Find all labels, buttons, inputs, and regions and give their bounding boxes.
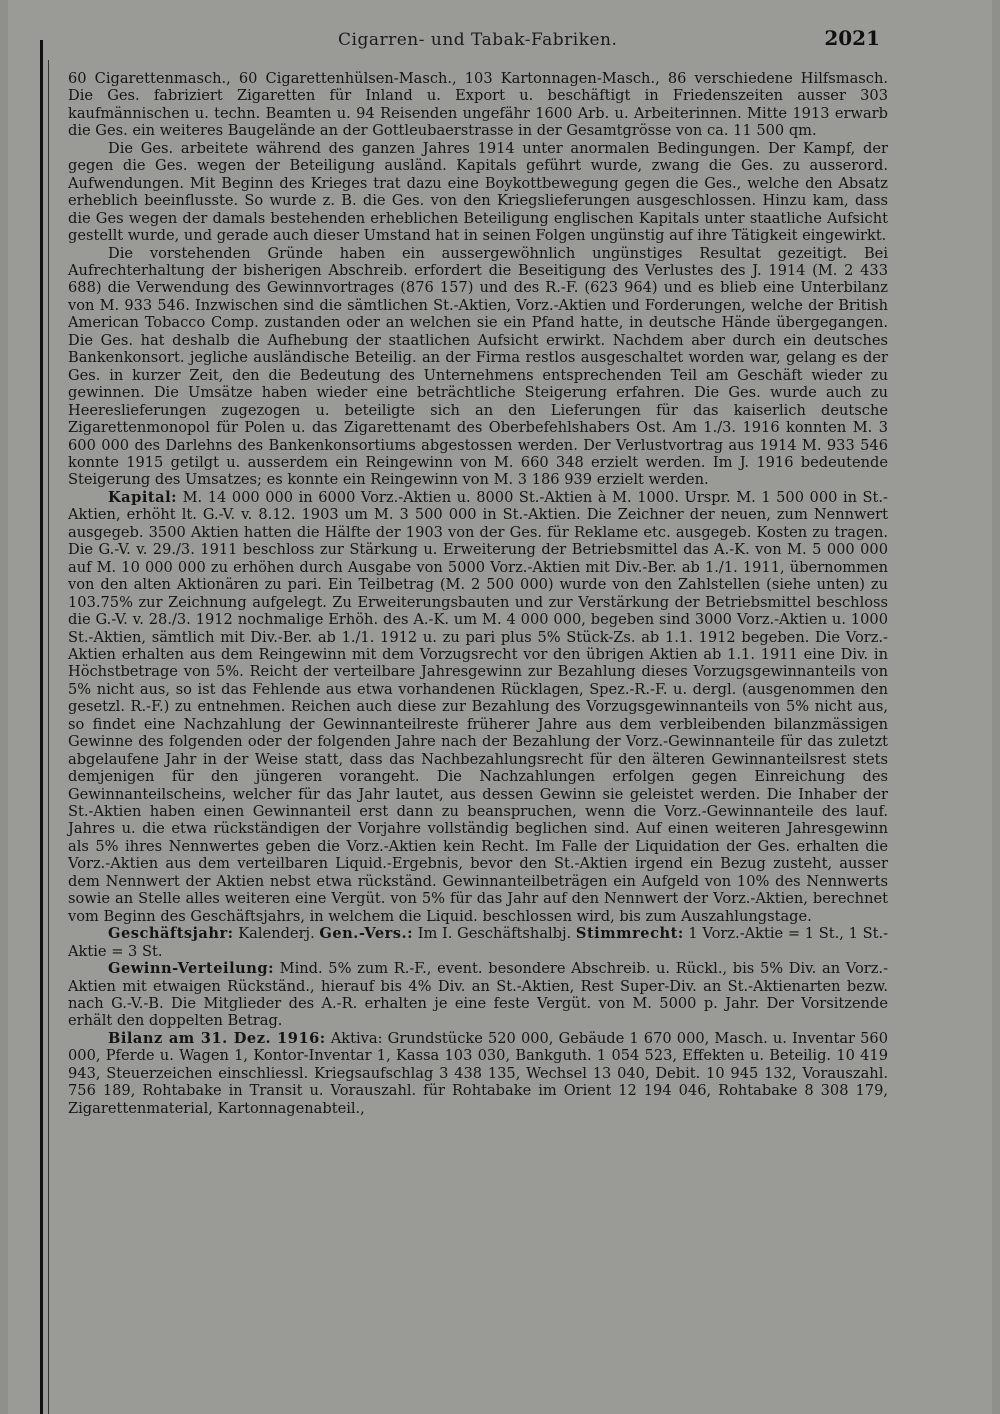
kapital-text: M. 14 000 000 in 6000 Vorz.-Aktien u. 8000 St.-Aktien à M. 1000. Urspr. M. 1 500 000 in St.-Aktien, erhöht lt. G.-V. v. 8.12. 1903 um M. 3 500 000 in St.-Aktien. Die Zeichner der neuen, zum Nennwert ausgegeb. 3500 Aktien hatten die Hälfte der 1903 von der Ges. für Reklame etc. ausgegeb. Kosten zu tragen. Die G.-V. v. 29./3. 1911 beschloss zur Stärkung u. Erweiterung der Betriebsmittel das A.-K. von M. 5 000 000 auf M. 10 000 000 zu erhöhen durch Ausgabe von 5000 Vorz.-Aktien mit Div.-Ber. ab 1./1. 1911, übernommen von den alten Aktionären zu pari. Ein Teilbetrag (M. 2 500 000) wurde von den Zahlstellen (siehe unten) zu 103.75% zur Zeichnung aufgelegt. Zu Erweiterungsbauten und zur Verstärkung der Betriebsmittel beschloss die G.-V. v. 28./3. 1912 nochmalige Erhöh. des A.-K. um M. 4 000 000, begeben sind 3000 Vorz.-Aktien u. 1000 St.-Aktien, sämtlich mit Div.-Ber. ab 1./1. 1912 u. zu pari plus 5% Stück-Zs. ab 1.1. 1912 begeben. Die Vorz.-Aktien erhalten aus dem Reingewinn mit dem Vorzugsrecht vor den übrigen Aktien ab 1.1. 1911 eine Div. in Höchstbetrage von 5%. Reicht der verteilbare Jahresgewinn zur Bezahlung dieses Vorzugsgewinnanteils von 5% nicht aus, so ist das Fehlende aus etwa vorhandenen Rücklagen, Spez.-R.-F. u. dergl. (ausgenommen den gesetzl. R.-F.) zu entnehmen. Reichen auch diese zur Bezahlung des Vorzugsgewinnanteils von 5% nicht aus, so findet eine Nachzahlung der Gewinnanteilreste früherer Jahre aus dem verbleibenden bilanzmässigen Gewinne des folgenden oder der folgenden Jahre nach der Bezahlung der Vorz.-Gewinnanteile für das zuletzt abgelaufene Jahr in der Weise statt, dass das Nachbezahlungsrecht für den älteren Gewinnanteilsrest stets demjenigen für den jüngeren vorangeht. Die Nachzahlungen erfolgen gegen Einreichung des Gewinnanteilscheins, welcher für das Jahr lautet, aus dessen Gewinn sie geleistet werden. Die Inhaber der St.-Aktien haben einen Gewinnanteil erst dann zu beanspruchen, wenn die Vorz.-Gewinnanteile des lauf. Jahres u. die etwa rückständigen der Vorjahre vollständig beglichen sind. Auf einen weiteren Jahresgewinn als 5% ihres Nennwertes geben die Vorz.-Aktien kein Recht. Im Falle der Liquidation der Ges. erhalten die Vorz.-Aktien aus dem verteilbaren Liquid.-Ergebnis, bevor den St.-Aktien irgend ein Bezug zusteht, ausser dem Nennwert der Aktien nebst etwa rückständ. Gewinnanteilbeträgen ein Aufgeld von 10% des Nennwerts sowie an Stelle alles weiteren eine Vergüt. von 5% für das Jahr auf den Nennwert der Vorz.-Aktien, berechnet vom Beginn des Geschäftsjahrs, in welchem die Liquid. beschlossen wird, bis zum Auszahlungstage. [68, 488, 888, 925]
document-page [8, 0, 992, 1414]
running-title: Cigarren- und Tabak-Fabriken. [338, 30, 618, 50]
kapital-label: Kapital: [108, 488, 178, 506]
paragraph-geschaeftsjahr [68, 925, 888, 960]
paragraph-1914: Die Ges. arbeitete während des ganzen Jahres 1914 unter anormalen Bedingungen. Der Kampf, der gegen die Ges. wegen der Beteiligung ausländ. Kapitals geführt wurde, zwang die Ges. zu ausserord. Aufwendungen. Mit Beginn des Krieges trat dazu eine Boykottbewegung gegen die Ges., welche den Absatz erheblich beeinflusste. So wurde z. B. die Ges. von den Kriegslieferungen ausgeschlossen. Hinzu kam, dass die Ges wegen der damals bestehenden erheblichen Beteiligung englischen Kapitals unter staatliche Aufsicht gestellt wurde, und gerade auch dieser Umstand hat in seinen Folgen ungünstig auf ihre Tätigkeit eingewirkt. [68, 139, 888, 245]
gen-vers-label: Gen.-Vers.: [319, 925, 413, 943]
geschaeftsjahr-text: Kalenderj. [238, 925, 315, 943]
paragraph-kapital [68, 489, 888, 925]
gewinn-label: Gewinn-Verteilung: [108, 960, 274, 978]
stimmrecht-label: Stimmrecht: [575, 925, 684, 943]
bilanz-label: Bilanz am 31. Dez. 1916: [108, 1029, 326, 1047]
paragraph-bilanz [68, 1030, 888, 1117]
paragraph-machines: 60 Cigarettenmasch., 60 Cigarettenhülsen-Masch., 103 Kartonnagen-Masch., 86 verschiedene Hilfsmasch. Die Ges. fabriziert Zigaretten für Inland u. Export u. beschäftigt in Friedenszeiten ausser 303 kaufmännischen u. techn. Beamten u. 94 Reisenden ungefähr 1600 Arb. u. Arbeiterinnen. Mitte 1913 erwarb die Ges. ein weiteres Baugelände an der Gottleubaerstrasse in der Gesamtgrösse von ca. 11 500 qm. [68, 70, 888, 140]
stimmrecht-text: 1 Vorz.-Aktie = 1 St., 1 St.-Aktie = 3 St. [68, 925, 889, 960]
page-header [68, 24, 888, 54]
paragraph-gewinn [68, 960, 888, 1030]
body-text [68, 70, 888, 1117]
margin-rule [40, 40, 43, 1414]
bilanz-text: Aktiva: Grundstücke 520 000, Gebäude 1 670 000, Masch. u. Inventar 560 000, Pferde u. Wagen 1, Kontor-Inventar 1, Kassa 103 030, Bankguth. 1 054 523, Effekten u. Beteilig. 10 419 943, Steuerzeichen einschliessl. Kriegsaufschlag 3 438 135, Wechsel 13 040, Debit. 10 945 132, Vorauszahl. 756 189, Rohtabake in Transit u. Vorauszahl. für Rohtabake im Orient 12 194 046, Rohtabake 8 308 179, Zigarettenmaterial, Kartonnagenabteil., [68, 1029, 888, 1117]
paragraph-results: Die vorstehenden Gründe haben ein aussergewöhnlich ungünstiges Resultat gezeitigt. Bei Aufrechterhaltung der bisherigen Abschreib. erfordert die Beseitigung des Verlustes des J. 1914 (M. 2 433 688) die Verwendung des Gewinnvortrages (876 157) und des R.-F. (623 964) und es blieb eine Unterbilanz von M. 933 546. Inzwischen sind die sämtlichen St.-Aktien, Vorz.-Aktien und Forderungen, welche der British American Tobacco Comp. zustanden oder an welchen sie ein Pfand hatte, in deutsche Hände übergegangen. Die Ges. hat deshalb die Aufhebung der staatlichen Aufsicht erwirkt. Nachdem aber durch ein deutsches Bankenkonsort. jegliche ausländische Beteilig. an der Firma restlos ausgeschaltet worden war, gelang es der Ges. in kurzer Zeit, den die Bedeutung des Unternehmens entsprechenden Teil am Geschäft wieder zu gewinnen. Die Umsätze haben wieder eine beträchtliche Steigerung erfahren. Die Ges. wurde auch zu Heereslieferungen zugezogen u. beteiligte sich an den Lieferungen für das kaiserlich deutsche Zigarettenmonopol für Polen u. das Zigarettenamt des Oberbefehlshabers Ost. Am 1./3. 1916 konnten M. 3 600 000 des Darlehns des Bankenkonsortiums abgestossen werden. Der Verlustvortrag aus 1914 M. 933 546 konnte 1915 getilgt u. ausserdem ein Reingewinn von M. 660 348 erzielt werden. Im J. 1916 bedeutende Steigerung des Umsatzes; es konnte ein Reingewinn von M. 3 186 939 erzielt werden. [68, 244, 888, 489]
geschaeftsjahr-label: Geschäftsjahr: [108, 925, 234, 943]
page-number: 2021 [824, 26, 880, 50]
gewinn-text: Mind. 5% zum R.-F., event. besondere Abschreib. u. Rückl., bis 5% Div. an Vorz.-Aktien mit etwaigen Rückständ., hierauf bis 4% Div. an St.-Aktien, Rest Super-Div. an St.-Aktienarten bezw. nach G.-V.-B. Die Mitglieder des A.-R. erhalten je eine feste Vergüt. von M. 5000 p. Jahr. Der Vorsitzende erhält den doppelten Betrag. [68, 960, 888, 1030]
gen-vers-text: Im I. Geschäftshalbj. [417, 925, 572, 943]
margin-rule-inner [48, 60, 49, 1414]
